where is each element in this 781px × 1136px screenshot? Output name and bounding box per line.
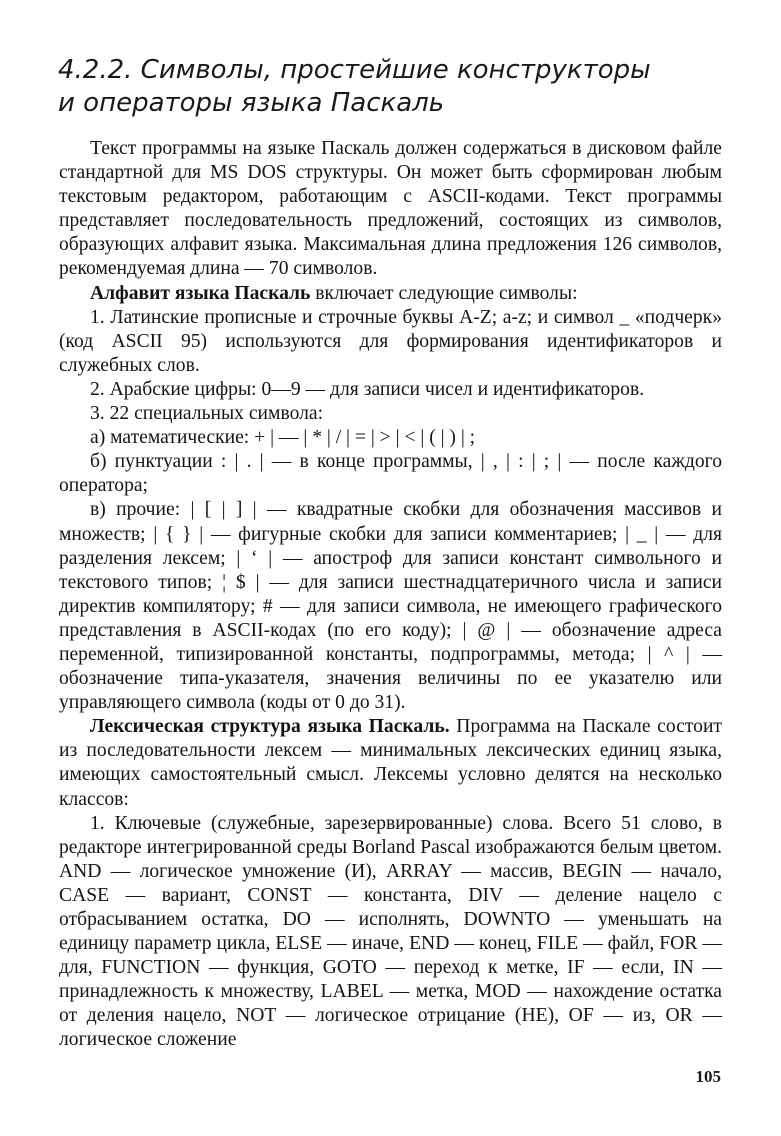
section-heading-line-2: и операторы языка Паскаль (58, 88, 445, 118)
paragraph-lead: Лексическая структура языка Паскаль. (90, 716, 450, 738)
paragraph-intro (59, 137, 722, 282)
paragraph-text: включает следующие символы: (310, 282, 578, 304)
paragraph-text: в) прочие: | [ | ] | — квадратные скобки для обозначения массивов и множеств; | { } | — фигурные скобки для записи комментариев; | _ | — для разделения лексем; | ‘ | — апостроф для записи констант символьного и текстового типов; ¦ $ | — для записи шестнадцатеричного числа и записи директив компилятору; # — для записи символа, не имеющего графического представления в ASCII-кодах (по его коду); | @ | — обозначение адреса переменной, типизированной константы, подпрограммы, метода; | ^ | — обозначение типа-указателя, значения величины по ее указателю или управляющего символа (коды от 0 до 31). (59, 499, 722, 714)
paragraph-text: б) пунктуации : | . | — в конце программы, | , | : | ; | — после каждого оператора; (59, 451, 722, 497)
paragraph-text: а) математические: + | — | * | / | = | > | < | ( | ) | ; (90, 427, 476, 449)
paragraph-item-3a (59, 426, 722, 450)
paragraph-item-3 (59, 402, 722, 426)
paragraph-item-2 (59, 378, 722, 402)
paragraph-text: 2. Арабские цифры: 0—9 — для записи чисел и идентификаторов. (90, 378, 645, 400)
paragraph-item-3c (59, 498, 722, 715)
paragraph-keywords (59, 812, 722, 1053)
paragraph-text: Текст программы на языке Паскаль должен содержаться в дисковом файле стандартной для MS DOS структуры. Он может быть сформирован любым текстовым редактором, работающим с ASCII-кодами. Текст программы представляет последовательность предложений, состоящих из символов, образующих алфавит языка. Максимальная длина предложения 126 символов, рекомендуемая длина — 70 символов. (59, 138, 722, 280)
paragraph-item-1 (59, 306, 722, 378)
paragraph-lexical-structure (59, 715, 722, 811)
paragraph-text: 3. 22 специальных символа: (90, 403, 324, 425)
body-text (59, 137, 722, 1053)
section-heading-line-1: 4.2.2. Символы, простейшие конструкторы (58, 55, 651, 85)
paragraph-text: 1. Ключевые (служебные, зарезервированные) слова. Всего 51 слово, в редакторе интегрированной среды Borland Pascal изображаются белым цветом. AND — логическое умножение (И), ARRAY — массив, BEGIN — начало, CASE — вариант, CONST — константа, DIV — деление нацело с отбрасыванием остатка, DO — исполнять, DOWNTO — уменьшать на единицу параметр цикла, ELSE — иначе, END — конец, FILE — файл, FOR — для, FUNCTION — функция, GOTO — переход к метке, IF — если, IN — принадлежность к множеству, LABEL — метка, MOD — нахождение остатка от деления нацело, NOT — логическое отрицание (НЕ), OF — из, OR — логическое сложение (59, 812, 722, 1051)
paragraph-text: Программа на Паскале состоит из последовательности лексем — минимальных лексических единиц языка, имеющих самостоятельный смысл. Лексемы условно делятся на несколько классов: (59, 716, 722, 810)
paragraph-text: 1. Латинские прописные и строчные буквы A-Z; a-z; и символ _ «подчерк» (код ASCII 95) используются для формирования идентификаторов и служебных слов. (59, 306, 722, 376)
page-number: 105 (695, 1067, 721, 1086)
section-heading (58, 54, 738, 120)
paragraph-alphabet (59, 282, 722, 306)
paragraph-lead: Алфавит языка Паскаль (90, 282, 311, 304)
paragraph-item-3b (59, 450, 722, 498)
